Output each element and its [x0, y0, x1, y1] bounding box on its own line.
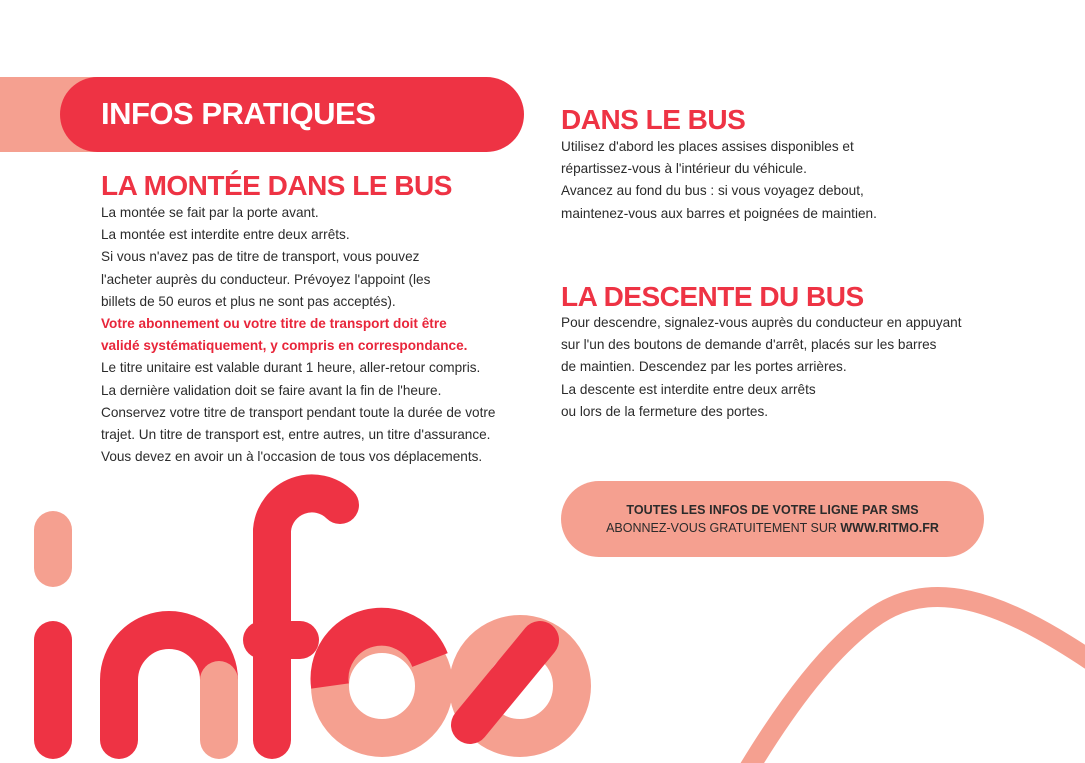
descente-line: La descente est interdite entre deux arrêts [561, 381, 816, 397]
descente-body [561, 312, 962, 423]
dans-bus-line: maintenez-vous aux barres et poignées de maintien. [561, 205, 877, 221]
dans-bus-line: Avancez au fond du bus : si vous voyagez debout, [561, 183, 864, 199]
dans-bus-heading: DANS LE BUS [561, 104, 746, 135]
montee-highlight-line: validé systématiquement, y compris en correspondance. [101, 338, 468, 354]
montee-line: Le titre unitaire est valable durant 1 heure, aller-retour compris. [101, 360, 481, 376]
website-link[interactable]: WWW.RITMO.FR [840, 521, 939, 535]
descente-line: sur l'un des boutons de demande d'arrêt, placés sur les barres [561, 337, 937, 353]
page-title: INFOS PRATIQUES [101, 96, 376, 131]
montee-line: trajet. Un titre de transport est, entre autres, un titre d'assurance. [101, 427, 491, 443]
montee-highlight-line: Votre abonnement ou votre titre de transport doit être [101, 316, 447, 332]
montee-heading: LA MONTÉE DANS LE BUS [101, 170, 452, 201]
sms-subscribe-text: ABONNEZ-VOUS GRATUITEMENT SUR [606, 521, 841, 535]
descente-line: Pour descendre, signalez-vous auprès du conducteur en appuyant [561, 315, 962, 330]
montee-body [101, 202, 495, 468]
decorative-curve [745, 597, 1085, 763]
montee-line: Si vous n'avez pas de titre de transport, vous pouvez [101, 249, 420, 265]
montee-line: La dernière validation doit se faire avant la fin de l'heure. [101, 382, 442, 398]
montee-line: Vous devez en avoir un à l'occasion de tous vos déplacements. [101, 449, 483, 465]
descente-heading: LA DESCENTE DU BUS [561, 281, 864, 312]
sms-title: TOUTES LES INFOS DE VOTRE LIGNE PAR SMS [626, 503, 919, 517]
montee-line: Conservez votre titre de transport pendant toute la durée de votre [101, 404, 496, 420]
descente-line: ou lors de la fermeture des portes. [561, 403, 769, 419]
montee-line: l'acheter auprès du conducteur. Prévoyez l'appoint (les [101, 271, 431, 287]
sms-banner [561, 481, 984, 557]
dans-bus-line: Utilisez d'abord les places assises disponibles et [561, 139, 854, 154]
montee-line: La montée se fait par la porte avant. [101, 205, 319, 220]
sms-subtitle [561, 521, 984, 535]
montee-line: La montée est interdite entre deux arrêts. [101, 227, 350, 243]
descente-line: de maintien. Descendez par les portes arrières. [561, 359, 847, 375]
dans-bus-line: répartissez-vous à l'intérieur du véhicule. [561, 161, 807, 177]
montee-line: billets de 50 euros et plus ne sont pas acceptés). [101, 293, 396, 309]
dans-bus-body [561, 136, 877, 225]
